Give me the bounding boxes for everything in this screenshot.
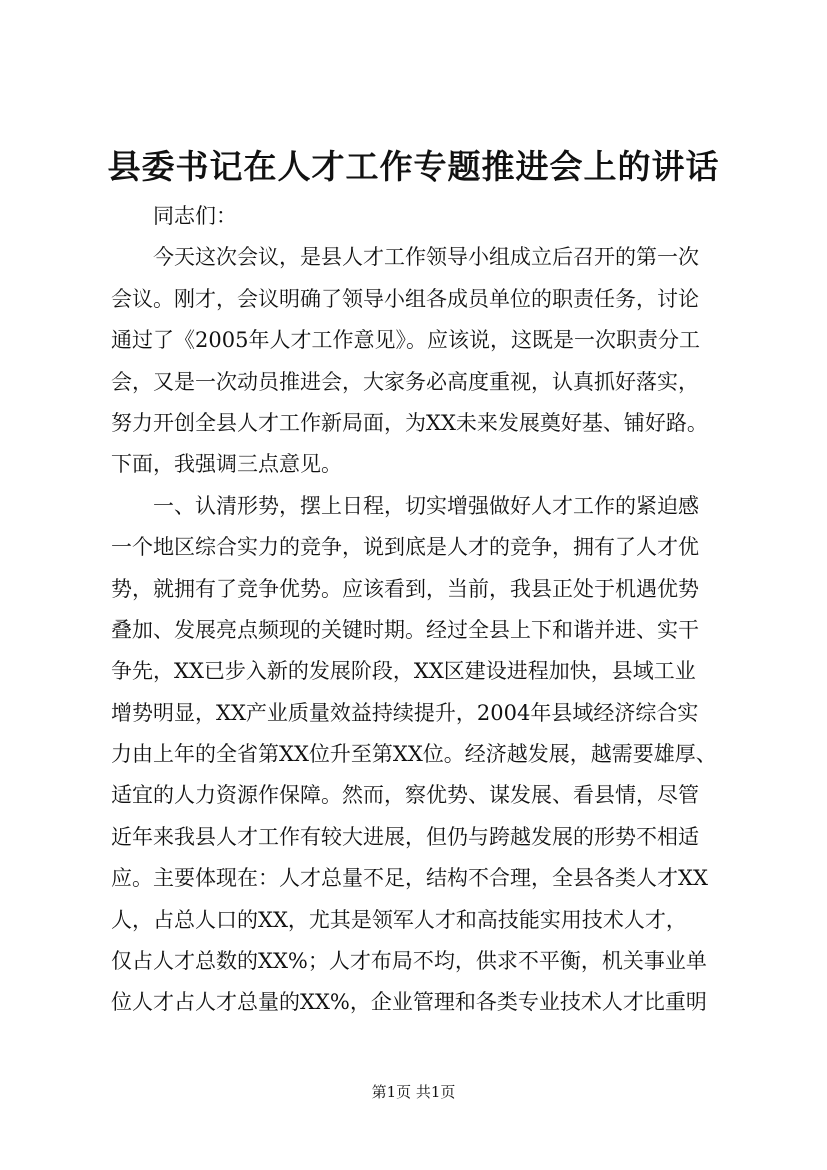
page-footer: 第1页 共1页 xyxy=(371,1083,456,1101)
document-title: 县委书记在人才工作专题推进会上的讲话 xyxy=(107,147,720,186)
paragraph-line: 通过了《2005年人才工作意见》。应该说，这既是一次职责分工 xyxy=(111,328,700,353)
paragraph-line: 同志们： xyxy=(153,204,237,228)
paragraph-line: 叠加、发展亮点频现的关键时期。经过全县上下和谐并进、实干 xyxy=(111,617,699,642)
paragraph-line: 会议。刚才，会议明确了领导小组各成员单位的职责任务，讨论 xyxy=(111,286,699,311)
paragraph-line: 争先，XX已步入新的发展阶段，XX区建设进程加快，县域工业 xyxy=(111,659,696,684)
paragraph-line: 力由上年的全省第XX位升至第XX位。经济越发展，越需要雄厚、 xyxy=(111,742,717,767)
paragraph-line: 适宜的人力资源作保障。然而，察优势、谋发展、看县情，尽管 xyxy=(111,783,699,808)
paragraph-line: 势，就拥有了竞争优势。应该看到，当前，我县正处于机遇优势 xyxy=(111,576,699,601)
paragraph-line: 近年来我县人才工作有较大进展，但仍与跨越发展的形势不相适 xyxy=(111,824,699,849)
paragraph-line: 人，占总人口的XX，尤其是领军人才和高技能实用技术人才， xyxy=(111,907,687,932)
document-body xyxy=(111,196,731,1024)
paragraph-line: 今天这次会议，是县人才工作领导小组成立后召开的第一次 xyxy=(153,245,699,270)
paragraph-line: 仅占人才总数的XX%；人才布局不均，供求不平衡，机关事业单 xyxy=(111,949,707,974)
paragraph-line: 一个地区综合实力的竞争，说到底是人才的竞争，拥有了人才优 xyxy=(111,535,699,560)
paragraph-line: 应。主要体现在：人才总量不足，结构不合理，全县各类人才XX xyxy=(111,866,708,891)
paragraph-line: 会，又是一次动员推进会，大家务必高度重视，认真抓好落实， xyxy=(111,369,699,394)
paragraph-line: 下面，我强调三点意见。 xyxy=(111,452,342,477)
paragraph-line: 努力开创全县人才工作新局面，为XX未来发展奠好基、铺好路。 xyxy=(111,410,708,435)
paragraph-line: 一、认清形势，摆上日程，切实增强做好人才工作的紧迫感 xyxy=(153,493,699,518)
paragraph-line: 位人才占人才总量的XX%，企业管理和各类专业技术人才比重明 xyxy=(111,990,707,1015)
paragraph-line: 增势明显，XX产业质量效益持续提升，2004年县域经济综合实 xyxy=(111,700,699,725)
